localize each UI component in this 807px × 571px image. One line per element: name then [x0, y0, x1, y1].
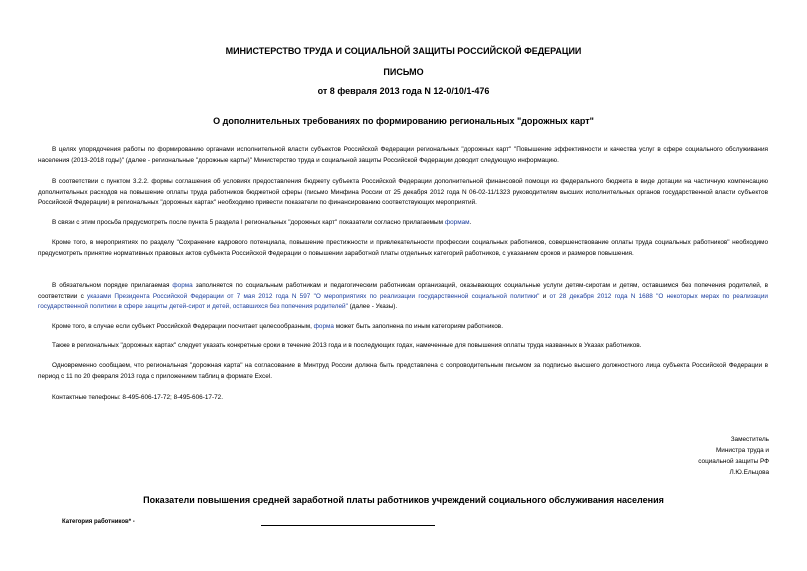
paragraph-agreement: В соответствии с пунктом 3.2.2. формы соглашения об условиях предоставления бюджету субъекта Российской Федерации дополнительной финансовой помощи из федерального бюджета в виде дотации на частичную компенсацию дополнительных расходов на повышение оплаты труда работников бюджетной сферы (письмо Минфина России от 25 декабря 2012 года N 06-02-11/1323 руководителям высших исполнительных органов государственной власти субъектов Российской Федерации) в региональных "дорожных картах" необходимо привести показатели по финансированию соответствующих мероприятий.: [38, 178, 768, 206]
signature-position-ministry: Министра труда и: [715, 447, 769, 454]
worker-category-blank-line: [261, 525, 435, 526]
paragraph-optional: [38, 322, 503, 333]
paragraph-optional-text-a: Кроме того, в случае если субъект Российской Федерации посчитает целесообразным,: [52, 323, 314, 330]
paragraph-mandatory-text-a: В обязательном порядке прилагаемая: [52, 282, 173, 289]
paragraph-mandatory: [38, 281, 768, 313]
appendix-table-title: Показатели повышения средней заработной платы работников учреждений социального обслуживания населения: [143, 495, 664, 505]
form-link-optional[interactable]: форма: [313, 323, 334, 330]
document-subject: О дополнительных требованиях по формированию региональных "дорожных карт": [213, 116, 594, 126]
paragraph-request-end: .: [469, 219, 472, 226]
paragraph-purpose: В целях упорядочения работы по формированию органами исполнительной власти субъектов Российской Федерации региональных "дорожных карт" "Повышение эффективности и качества услуг в сфере социального обслуживания населения (2013-2018 годы)" (далее - региональные "дорожные карты)" Министерство труда и социальной защиты Российской Федерации доводит следующую информацию.: [38, 146, 768, 164]
paragraph-mandatory-text-b: заполняется по социальным работникам и педагогическим работникам организаций, оказывающих социальные услуги детям-сиротам и детям, оставшимся без попечения родителей, в соответствии с: [38, 282, 768, 300]
paragraph-request: [38, 218, 471, 229]
decree-1688-link[interactable]: от 28 декабря 2012 года N 1688 "О некоторых мерах по реализации государственной политики в сфере защиты детей-сирот и детей, оставшихся без попечения родителей": [38, 292, 768, 310]
signature-block: [698, 434, 769, 478]
signature-position: Заместитель: [730, 436, 769, 443]
signature-position-department: социальной защиты РФ: [698, 458, 769, 465]
document-date-number: от 8 февраля 2013 года N 12-0/10/1-476: [317, 86, 490, 96]
ministry-heading: МИНИСТЕРСТВО ТРУДА И СОЦИАЛЬНОЙ ЗАЩИТЫ РОССИЙСКОЙ ФЕДЕРАЦИИ: [225, 46, 582, 56]
paragraph-submission: Одновременно сообщаем, что региональная "дорожная карта" на согласование в Минтруд России должна быть представлена с сопроводительным письмом за подписью высшего должностного лица субъекта Российской Федерации в период с 11 по 20 февраля 2013 года с приложением таблиц в формате Excel.: [38, 362, 768, 380]
forms-link[interactable]: формам: [444, 219, 470, 226]
paragraph-personnel: Кроме того, в мероприятиях по разделу "Сохранение кадрового потенциала, повышение престижности и привлекательности профессии социальных работников, совершенствование оплаты труда социальных работников" необходимо предусмотреть принятие нормативных правовых актов субъекта Российской Федерации о повышении заработной платы отдельных категорий работников, с указанием сроков и размеров повышения.: [38, 239, 768, 257]
paragraph-request-text: В связи с этим просьба предусмотреть после пункта 5 раздела I региональных "дорожных карт" показатели согласно прилагаемым: [52, 219, 445, 226]
signature-name: Л.Ю.Ельцова: [729, 469, 769, 476]
contact-phones: Контактные телефоны: 8-495-606-17-72; 8-495-606-17-72.: [52, 394, 223, 401]
document-type-heading: ПИСЬМО: [383, 67, 424, 77]
paragraph-optional-text-b: может быть заполнена по иным категориям работников.: [333, 323, 503, 330]
paragraph-deadlines: Также в региональных "дорожных картах" следует указать конкретные сроки в течение 2013 года и в последующих годах, намеченные для повышения оплаты труда названных в Указах работников.: [52, 342, 642, 349]
paragraph-mandatory-text-c: и: [539, 292, 550, 300]
form-link[interactable]: форма: [172, 282, 193, 289]
paragraph-mandatory-text-d: (далее - Указы).: [347, 303, 398, 310]
worker-category-label: Категория работников* -: [62, 519, 135, 525]
decree-597-link[interactable]: указами Президента Российской Федерации от 7 мая 2012 года N 597 "О мероприятиях по реализации государственной социальной политики": [87, 292, 540, 300]
